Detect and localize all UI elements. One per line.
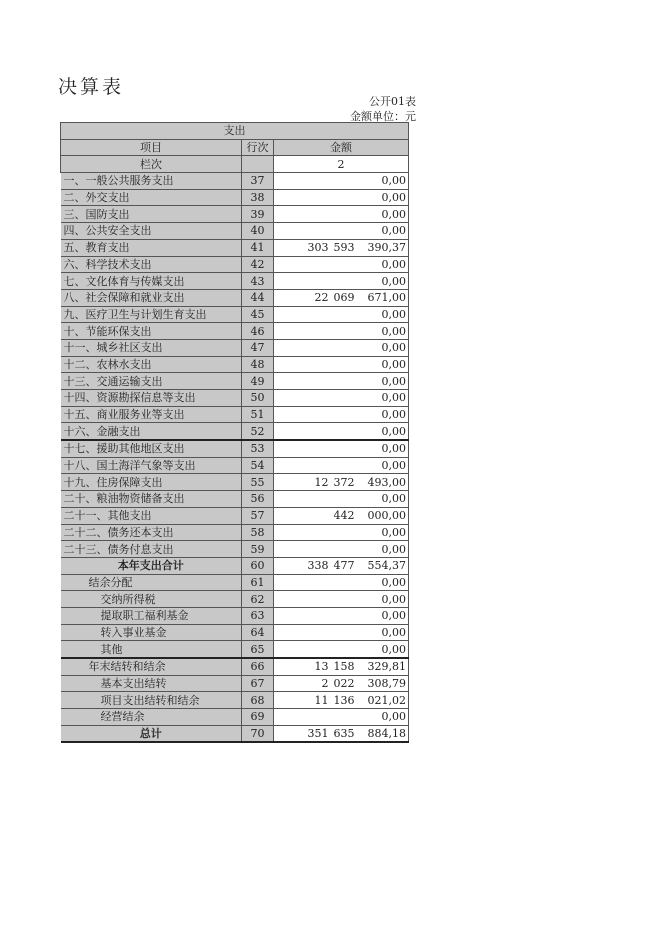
table-row (61, 524, 409, 541)
amount-part-1 (274, 607, 331, 624)
row-item-label: 项目支出结转和结余 (61, 692, 242, 709)
amount-part-3: 0,00 (357, 323, 409, 340)
amount-part-1: 13 (274, 658, 331, 675)
amount-part-2 (331, 173, 357, 190)
amount-part-2 (331, 323, 357, 340)
amount-part-2 (331, 339, 357, 356)
amount-part-1 (274, 524, 331, 541)
amount-part-3: 0,00 (357, 306, 409, 323)
table-row (61, 289, 409, 306)
table-row (61, 256, 409, 273)
row-number: 69 (242, 709, 274, 726)
amount-part-1 (274, 641, 331, 658)
form-number: 公开01表 (369, 95, 416, 108)
amount-part-2: 442 (331, 507, 357, 524)
amount-part-3: 671,00 (357, 289, 409, 306)
amount-part-3: 0,00 (357, 524, 409, 541)
amount-part-1 (274, 323, 331, 340)
amount-part-3: 0,00 (357, 223, 409, 240)
amount-part-3: 884,18 (357, 725, 409, 742)
amount-part-2 (331, 709, 357, 726)
amount-part-2 (331, 541, 357, 558)
amount-part-2 (331, 440, 357, 457)
row-number: 37 (242, 173, 274, 190)
amount-part-3: 0,00 (357, 173, 409, 190)
amount-part-1 (274, 457, 331, 474)
amount-part-3: 308,79 (357, 675, 409, 692)
row-item-label: 二十二、债务还本支出 (61, 524, 242, 541)
amount-part-2 (331, 356, 357, 373)
table-row (61, 440, 409, 457)
amount-part-3: 0,00 (357, 574, 409, 591)
amount-part-3: 0,00 (357, 206, 409, 223)
row-number: 40 (242, 223, 274, 240)
amount-part-2 (331, 624, 357, 641)
row-item-label: 二十三、债务付息支出 (61, 541, 242, 558)
amount-part-3: 0,00 (357, 607, 409, 624)
row-item-label: 十七、援助其他地区支出 (61, 440, 242, 457)
row-number: 44 (242, 289, 274, 306)
amount-part-1 (274, 206, 331, 223)
row-number: 63 (242, 607, 274, 624)
row-item-label: 十六、金融支出 (61, 423, 242, 440)
amount-part-1: 303 (274, 239, 331, 256)
amount-part-3: 0,00 (357, 624, 409, 641)
row-item-label: 四、公共安全支出 (61, 223, 242, 240)
row-number: 51 (242, 406, 274, 423)
amount-part-2 (331, 189, 357, 206)
amount-part-1 (274, 440, 331, 457)
row-item-label: 五、教育支出 (61, 239, 242, 256)
amount-part-3: 0,00 (357, 541, 409, 558)
column-header-row (61, 139, 409, 156)
row-item-label: 十五、商业服务业等支出 (61, 406, 242, 423)
row-number: 64 (242, 624, 274, 641)
row-item-label: 十八、国土海洋气象等支出 (61, 457, 242, 474)
row-number: 49 (242, 373, 274, 390)
amount-part-1: 338 (274, 557, 331, 574)
amount-part-2 (331, 206, 357, 223)
table-row (61, 607, 409, 624)
row-number: 39 (242, 206, 274, 223)
amount-part-2 (331, 273, 357, 290)
row-number: 67 (242, 675, 274, 692)
row-number: 57 (242, 507, 274, 524)
amount-part-3: 554,37 (357, 557, 409, 574)
amount-part-2: 069 (331, 289, 357, 306)
amount-part-2: 635 (331, 725, 357, 742)
amount-part-1: 22 (274, 289, 331, 306)
sub-header-item: 栏次 (61, 156, 242, 173)
amount-part-1 (274, 491, 331, 508)
amount-part-3: 0,00 (357, 373, 409, 390)
table-row (61, 306, 409, 323)
amount-part-3: 0,00 (357, 390, 409, 407)
amount-part-3: 0,00 (357, 356, 409, 373)
row-number: 47 (242, 339, 274, 356)
amount-part-2 (331, 607, 357, 624)
row-item-label: 八、社会保障和就业支出 (61, 289, 242, 306)
table-row (61, 541, 409, 558)
row-item-label: 一、一般公共服务支出 (61, 173, 242, 190)
amount-part-3: 021,02 (357, 692, 409, 709)
amount-part-3: 0,00 (357, 641, 409, 658)
row-number: 45 (242, 306, 274, 323)
amount-part-2: 022 (331, 675, 357, 692)
amount-part-1 (274, 406, 331, 423)
table-row (61, 507, 409, 524)
row-item-label: 十一、城乡社区支出 (61, 339, 242, 356)
row-number: 66 (242, 658, 274, 675)
row-item-label: 结余分配 (61, 574, 242, 591)
row-item-label: 十四、资源勘探信息等支出 (61, 390, 242, 407)
table-row (61, 373, 409, 390)
amount-part-2 (331, 524, 357, 541)
amount-part-1 (274, 624, 331, 641)
amount-part-1 (274, 189, 331, 206)
amount-part-2 (331, 423, 357, 440)
amount-part-2 (331, 306, 357, 323)
amount-part-3: 0,00 (357, 440, 409, 457)
amount-part-3: 000,00 (357, 507, 409, 524)
row-number: 38 (242, 189, 274, 206)
amount-part-1 (274, 256, 331, 273)
row-item-label: 总计 (61, 725, 242, 742)
amount-part-2 (331, 641, 357, 658)
amount-part-1 (274, 541, 331, 558)
table-row (61, 574, 409, 591)
amount-part-3: 0,00 (357, 256, 409, 273)
amount-part-1 (274, 373, 331, 390)
amount-part-1 (274, 173, 331, 190)
amount-part-3: 0,00 (357, 709, 409, 726)
row-item-label: 十九、住房保障支出 (61, 474, 242, 491)
amount-part-1: 12 (274, 474, 331, 491)
row-number: 60 (242, 557, 274, 574)
row-number: 52 (242, 423, 274, 440)
amount-part-1 (274, 574, 331, 591)
amount-part-3: 0,00 (357, 457, 409, 474)
sub-header-row-no (242, 156, 274, 173)
row-item-label: 三、国防支出 (61, 206, 242, 223)
table-row (61, 591, 409, 608)
column-header-amount: 金额 (274, 139, 409, 156)
table-row (61, 189, 409, 206)
table-row (61, 406, 409, 423)
amount-part-2: 158 (331, 658, 357, 675)
amount-part-3: 0,00 (357, 273, 409, 290)
amount-part-2 (331, 373, 357, 390)
row-item-label: 十二、农林水支出 (61, 356, 242, 373)
amount-part-2: 372 (331, 474, 357, 491)
row-number: 68 (242, 692, 274, 709)
amount-part-3: 390,37 (357, 239, 409, 256)
row-number: 46 (242, 323, 274, 340)
amount-part-2 (331, 574, 357, 591)
table-row (61, 658, 409, 675)
row-item-label: 二、外交支出 (61, 189, 242, 206)
table-row (61, 725, 409, 742)
row-number: 53 (242, 440, 274, 457)
amount-part-3: 0,00 (357, 339, 409, 356)
row-item-label: 十三、交通运输支出 (61, 373, 242, 390)
row-number: 70 (242, 725, 274, 742)
sub-header-row (61, 156, 409, 173)
amount-part-3: 0,00 (357, 189, 409, 206)
amount-part-1: 2 (274, 675, 331, 692)
amount-part-2 (331, 223, 357, 240)
row-item-label: 七、文化体育与传媒支出 (61, 273, 242, 290)
amount-part-1 (274, 356, 331, 373)
table-row (61, 223, 409, 240)
table-row (61, 675, 409, 692)
table-row (61, 624, 409, 641)
table-row (61, 641, 409, 658)
table-row (61, 491, 409, 508)
amount-part-2 (331, 457, 357, 474)
section-header-row (61, 123, 409, 140)
column-header-item: 项目 (61, 139, 242, 156)
row-number: 59 (242, 541, 274, 558)
row-item-label: 转入事业基金 (61, 624, 242, 641)
section-header: 支出 (61, 123, 409, 140)
amount-part-3: 0,00 (357, 591, 409, 608)
table-row (61, 239, 409, 256)
row-number: 65 (242, 641, 274, 658)
table-row (61, 206, 409, 223)
row-item-label: 基本支出结转 (61, 675, 242, 692)
row-item-label: 提取职工福利基金 (61, 607, 242, 624)
column-header-row-no: 行次 (242, 139, 274, 156)
amount-part-2: 477 (331, 557, 357, 574)
amount-part-3: 0,00 (357, 423, 409, 440)
amount-part-3: 0,00 (357, 491, 409, 508)
row-number: 50 (242, 390, 274, 407)
row-number: 43 (242, 273, 274, 290)
row-number: 62 (242, 591, 274, 608)
row-number: 58 (242, 524, 274, 541)
table-row (61, 423, 409, 440)
table-row (61, 557, 409, 574)
row-item-label: 年末结转和结余 (61, 658, 242, 675)
row-item-label: 交纳所得税 (61, 591, 242, 608)
amount-part-1 (274, 306, 331, 323)
table-row (61, 173, 409, 190)
row-item-label: 经营结余 (61, 709, 242, 726)
row-item-label: 十、节能环保支出 (61, 323, 242, 340)
row-item-label: 本年支出合计 (61, 557, 242, 574)
row-item-label: 二十、粮油物资储备支出 (61, 491, 242, 508)
row-number: 61 (242, 574, 274, 591)
amount-part-1 (274, 591, 331, 608)
amount-part-1 (274, 339, 331, 356)
amount-part-2 (331, 491, 357, 508)
amount-part-2: 593 (331, 239, 357, 256)
row-number: 56 (242, 491, 274, 508)
table-row (61, 390, 409, 407)
amount-part-2: 136 (331, 692, 357, 709)
row-item-label: 六、科学技术支出 (61, 256, 242, 273)
table-row (61, 692, 409, 709)
row-number: 41 (242, 239, 274, 256)
amount-part-1 (274, 223, 331, 240)
table-row (61, 709, 409, 726)
table-row (61, 457, 409, 474)
amount-part-1 (274, 273, 331, 290)
amount-part-1: 351 (274, 725, 331, 742)
report-title: 决算表 (58, 76, 125, 98)
amount-part-1 (274, 709, 331, 726)
row-number: 42 (242, 256, 274, 273)
row-item-label: 九、医疗卫生与计划生育支出 (61, 306, 242, 323)
table-row (61, 273, 409, 290)
row-number: 48 (242, 356, 274, 373)
sub-header-amount: 2 (274, 156, 409, 173)
amount-part-1 (274, 390, 331, 407)
amount-part-3: 493,00 (357, 474, 409, 491)
amount-part-3: 0,00 (357, 406, 409, 423)
amount-part-2 (331, 591, 357, 608)
table-row (61, 339, 409, 356)
amount-part-3: 329,81 (357, 658, 409, 675)
amount-part-2 (331, 406, 357, 423)
amount-part-1 (274, 507, 331, 524)
row-number: 54 (242, 457, 274, 474)
amount-part-2 (331, 256, 357, 273)
amount-part-1: 11 (274, 692, 331, 709)
table-row (61, 323, 409, 340)
row-item-label: 二十一、其他支出 (61, 507, 242, 524)
row-number: 55 (242, 474, 274, 491)
amount-unit: 金额单位：元 (350, 110, 416, 123)
amount-part-1 (274, 423, 331, 440)
table-row (61, 474, 409, 491)
expenditure-table (60, 122, 409, 743)
amount-part-2 (331, 390, 357, 407)
table-row (61, 356, 409, 373)
row-item-label: 其他 (61, 641, 242, 658)
